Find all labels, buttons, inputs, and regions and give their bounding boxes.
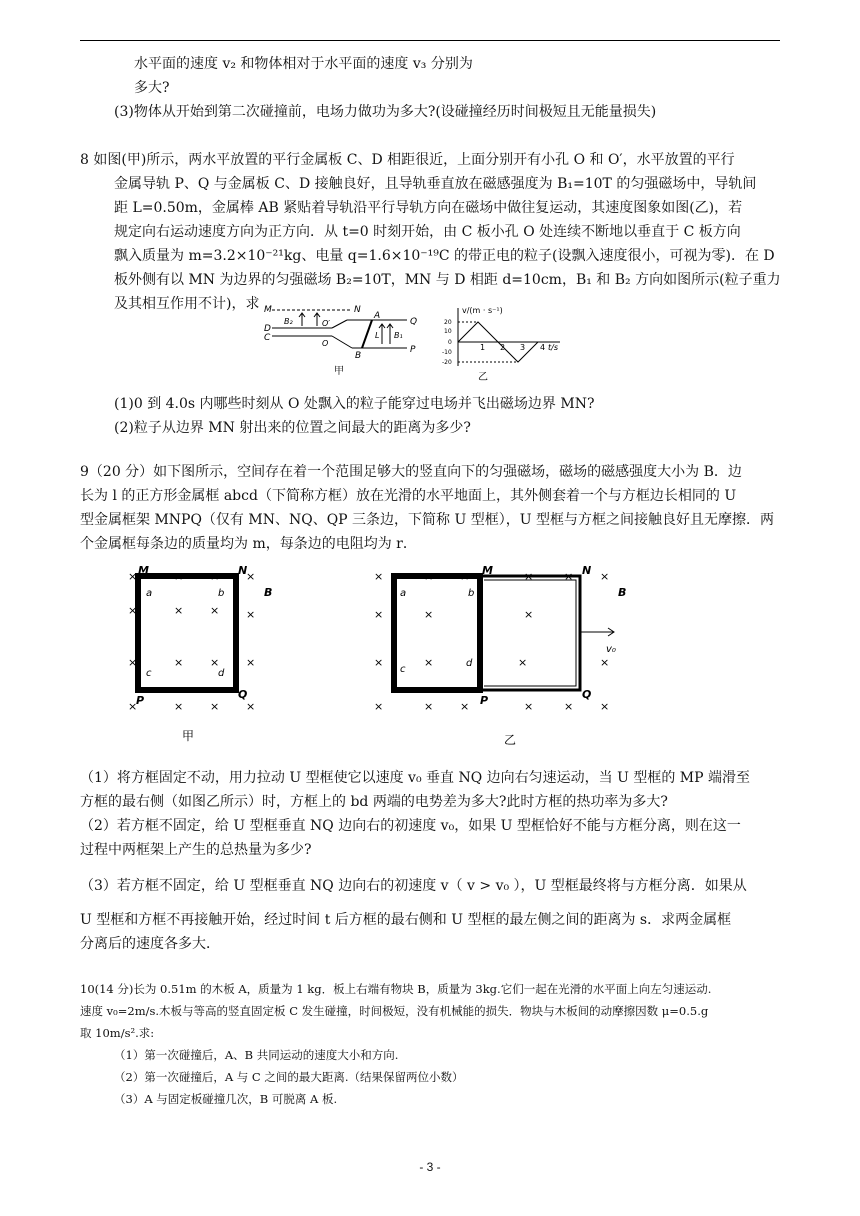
svg-text:×: × (246, 570, 256, 583)
svg-text:×: × (460, 570, 470, 583)
tick-x4: 4 (540, 343, 546, 352)
tick-x2: 2 (500, 343, 506, 352)
svg-text:×: × (246, 608, 256, 621)
label-b: B (355, 351, 362, 361)
caption-yi: 乙 (504, 733, 517, 747)
p9-figure-b (368, 562, 648, 752)
label-d: D (264, 324, 271, 334)
label-m: M (482, 564, 493, 577)
svg-text:×: × (524, 570, 534, 583)
prev-question-3: (3)物体从开始到第二次碰撞前，电场力做功为多大?(设碰撞经历时间极短且无能量损失) (114, 104, 657, 120)
label-q: Q (582, 688, 592, 701)
p9-q2-line-a: （2）若方框不固定，给 U 型框垂直 NQ 边向右的初速度 v₀，如果 U 型框恰好不能与方框分离，则在这一 (80, 818, 741, 834)
svg-text:×: × (128, 604, 138, 617)
label-p: P (136, 694, 145, 707)
label-l: L (375, 331, 380, 340)
p9-q3-line-b: U 型框和方框不再接触开始，经过时间 t 后方框的最右侧和 U 型框的最左侧之间的距离为 s．求两金属框 (80, 912, 732, 928)
tick-x3: 3 (520, 343, 526, 352)
tick-yn20: -20 (442, 359, 452, 366)
p8-figure-left (262, 300, 422, 380)
tick-y20: 20 (444, 319, 452, 326)
label-d: d (466, 658, 473, 669)
rod-ab (362, 320, 372, 348)
svg-text:×: × (374, 608, 384, 621)
p9-line-1: 9（20 分）如下图所示，空间存在着一个范围足够大的竖直向下的匀强磁场，磁场的磁感强度大小为 B．边 (80, 464, 742, 480)
p10-question-1: （1）第一次碰撞后，A、B 共同运动的速度大小和方向. (114, 1048, 399, 1062)
svg-text:×: × (374, 570, 384, 583)
p9-line-2: 长为 l 的正方形金属框 abcd（下简称方框）放在光滑的水平地面上，其外侧套着一个与方框边长相同的 U (80, 488, 737, 504)
svg-text:×: × (246, 656, 256, 669)
p8-question-2: (2)粒子从边界 MN 射出来的位置之间最大的距离为多少? (114, 420, 471, 436)
label-q: Q (410, 317, 418, 327)
svg-text:×: × (128, 656, 138, 669)
p10-question-2: （2）第一次碰撞后，A 与 C 之间的最大距离.（结果保留两位小数） (114, 1070, 464, 1084)
label-c: C (264, 333, 271, 343)
label-n: N (582, 564, 592, 577)
caption-jia: 甲 (182, 729, 195, 743)
caption-yi: 乙 (478, 372, 488, 383)
u-frame (480, 576, 580, 690)
p9-figure-a (118, 562, 298, 752)
svg-text:×: × (424, 656, 434, 669)
p9-q1-line-b: 方框的最右侧（如图乙所示）时，方框上的 bd 两端的电势差为多大?此时方框的热功率为多大? (80, 794, 668, 810)
label-m: M (264, 305, 272, 315)
p8-line-6: 板外侧有以 MN 为边界的匀强磁场 B₂=10T，MN 与 D 相距 d=10cm，B₁ 和 B₂ 方向如图所示(粒子重力 (114, 272, 781, 288)
label-n: N (238, 564, 248, 577)
svg-text:×: × (374, 656, 384, 669)
label-o-prime: O′ (322, 319, 331, 328)
svg-text:×: × (174, 604, 184, 617)
p10-line-2: 速度 v₀=2m/s.木板与等高的竖直固定板 C 发生碰撞，时间极短，没有机械能的损失．物块与木板间的动摩擦因数 μ=0.5.g (80, 1004, 709, 1018)
label-b1: B₁ (394, 331, 403, 340)
page-number: - 3 - (419, 1160, 441, 1174)
svg-text:×: × (524, 700, 534, 713)
svg-text:×: × (174, 570, 184, 583)
svg-text:×: × (210, 656, 220, 669)
svg-text:×: × (246, 700, 256, 713)
label-n: N (354, 305, 361, 315)
tick-x1: 1 (480, 343, 486, 352)
p8-line-1: 8 如图(甲)所示，两水平放置的平行金属板 C、D 相距很近，上面分别开有小孔 O 和 O′，水平放置的平行 (80, 152, 735, 168)
p10-line-1: 10(14 分)长为 0.51m 的木板 A，质量为 1 kg．板上右端有物块 B，质量为 3kg.它们一起在光滑的水平面上向左匀速运动. (80, 982, 712, 996)
label-b: b (218, 588, 225, 599)
tick-yn10: -10 (442, 349, 452, 356)
chart-ylabel: v/(m · s⁻¹) (462, 306, 503, 315)
svg-text:×: × (460, 700, 470, 713)
svg-text:×: × (564, 700, 574, 713)
svg-text:×: × (174, 656, 184, 669)
label-q: Q (238, 688, 248, 701)
svg-text:×: × (600, 700, 610, 713)
tick-y0: 0 (448, 339, 452, 346)
svg-text:×: × (564, 570, 574, 583)
svg-text:×: × (424, 608, 434, 621)
tick-y10: 10 (444, 328, 452, 335)
p9-q2-line-b: 过程中两框架上产生的总热量为多少? (80, 842, 312, 858)
p9-q3-line-c: 分离后的速度各多大． (80, 936, 220, 952)
svg-text:×: × (424, 700, 434, 713)
svg-text:×: × (128, 570, 138, 583)
label-m: M (138, 564, 149, 577)
p9-line-3: 型金属框架 MNPQ（仅有 MN、NQ、QP 三条边，下简称 U 型框），U 型框与方框之间接触良好且无摩擦．两 (80, 512, 774, 528)
p9-q3-line-a: （3）若方框不固定，给 U 型框垂直 NQ 边向右的初速度 v（ v > v₀ ），U 型框最终将与方框分离．如果从 (80, 878, 747, 894)
label-a: a (400, 588, 407, 599)
p8-line-4: 规定向右运动速度方向为正方向．从 t=0 时刻开始，由 C 板小孔 O 处连续不断地以垂直于 C 板方向 (114, 224, 741, 240)
p8-line-2: 金属导轨 P、Q 与金属板 C、D 接触良好，且导轨垂直放在磁感强度为 B₁=10T 的匀强磁场中，导轨间 (114, 176, 757, 192)
p9-line-4: 个金属框每条边的质量均为 m，每条边的电阻均为 r． (80, 536, 417, 552)
svg-text:×: × (424, 570, 434, 583)
label-d: d (218, 668, 225, 679)
chart-xlabel: t/s (548, 343, 558, 352)
header-rule (80, 40, 780, 41)
p10-question-3: （3）A 与固定板碰撞几次，B 可脱离 A 板. (114, 1092, 338, 1106)
svg-text:×: × (518, 656, 528, 669)
label-b2: B₂ (284, 317, 293, 326)
p9-q1-line-a: （1）将方框固定不动，用力拉动 U 型框使它以速度 v₀ 垂直 NQ 边向右匀速运动，当 U 型框的 MP 端滑至 (80, 770, 751, 786)
label-field-b: B (264, 586, 273, 599)
label-b: b (468, 588, 475, 599)
svg-text:×: × (210, 700, 220, 713)
label-field-b: B (618, 586, 627, 599)
label-p: P (410, 345, 416, 355)
svg-text:×: × (210, 570, 220, 583)
svg-text:×: × (600, 656, 610, 669)
svg-text:×: × (524, 608, 534, 621)
label-a: A (374, 311, 381, 321)
svg-text:×: × (374, 700, 384, 713)
p8-line-7: 及其相互作用不计)，求 (114, 296, 260, 312)
prev-line-1: 水平面的速度 v₂ 和物体相对于水平面的速度 v₃ 分别为 (134, 56, 473, 72)
label-c: c (146, 668, 152, 679)
p8-line-3: 距 L=0.50m，金属棒 AB 紧贴着导轨沿平行导轨方向在磁场中做往复运动，其速度图象如图(乙)，若 (114, 200, 743, 216)
caption-jia: 甲 (334, 366, 344, 377)
prev-line-2: 多大? (134, 80, 170, 96)
label-a: a (146, 588, 153, 599)
svg-text:×: × (210, 604, 220, 617)
svg-text:×: × (128, 700, 138, 713)
svg-text:×: × (174, 700, 184, 713)
label-c: c (400, 664, 406, 675)
svg-text:×: × (600, 570, 610, 583)
label-p: P (480, 694, 489, 707)
label-o: O (322, 339, 329, 348)
label-v0: v₀ (606, 644, 616, 655)
p10-line-3: 取 10m/s².求: (80, 1026, 155, 1040)
p8-line-5: 飘入质量为 m=3.2×10⁻²¹kg、电量 q=1.6×10⁻¹⁹C 的带正电的粒子(设飘入速度很小，可视为零)．在 D (114, 248, 775, 264)
p8-question-1: (1)0 到 4.0s 内哪些时刻从 O 处飘入的粒子能穿过电场并飞出磁场边界 MN? (114, 396, 595, 412)
p8-velocity-chart (440, 304, 570, 384)
